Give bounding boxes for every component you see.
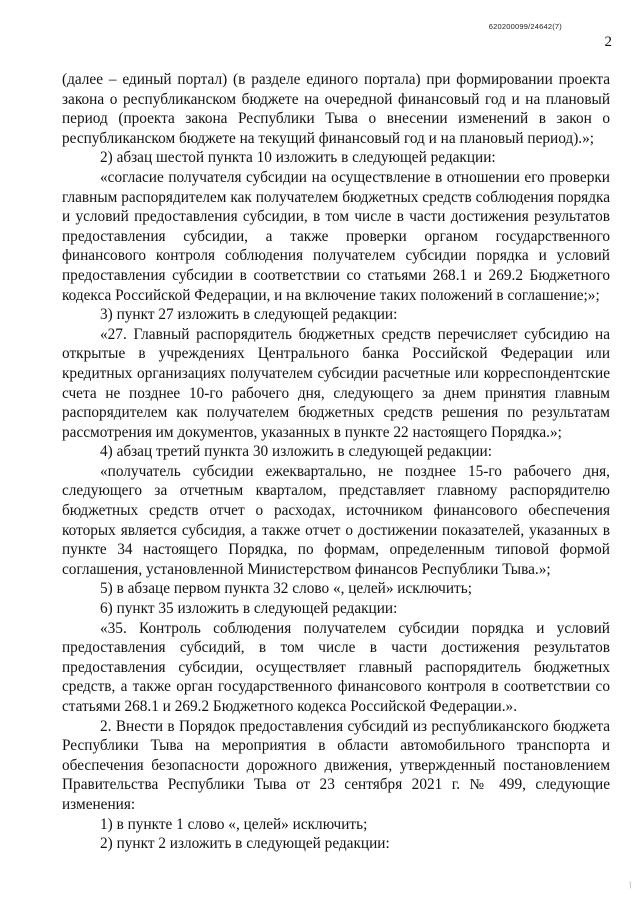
document-code: 620200099/24642(7) — [488, 22, 562, 31]
paragraph: 3) пункт 27 изложить в следующей редакции: — [100, 306, 398, 324]
paragraph: 1) в пункте 1 слово «, целей» исключить; — [100, 815, 368, 833]
paragraph: 2) пункт 2 изложить в следующей редакции: — [100, 835, 390, 853]
page-number: 2 — [604, 34, 612, 50]
paragraph: «получатель субсидии ежеквартально, не позднее 15-го рабочего дня, следующего за отчетным кварталом, представляет главному распорядителю бюджетных средств отчет о расходах, источником финансового обеспечения которых является субсидия, а также отчет о достижении показателей, указанных в пункте 34 настоящего Порядка, по формам, определенным типовой формой соглашения, установленной Министерством финансов Республики Тыва.»; — [62, 462, 610, 578]
paragraph: 2) абзац шестой пункта 10 изложить в следующей редакции: — [100, 149, 496, 167]
paragraph: «27. Главный распорядитель бюджетных средств перечисляет субсидию на открытые в учреждениях Центрального банка Российской Федерации или кредитных организациях получателем субсидии расчетные или корреспондентские счета не позднее 10-го рабочего дня, следующего за днем принятия главным распорядителем как получателем бюджетных средств решения по результатам рассмотрения им документов, указанных в пункте 22 настоящего Порядка.»; — [62, 325, 610, 441]
scan-mark: / — [627, 879, 634, 892]
paragraph: 2. Внести в Порядок предоставления субсидий из республиканского бюджета Республики Тыва на мероприятия в области автомобильного транспорта и обеспечения безопасности дорожного движения, утвержденный постановлением Правительства Республики Тыва от 23 сентября 2021 г. № 499, следующие изменения: — [62, 717, 610, 813]
paragraph: «согласие получателя субсидии на осуществление в отношении его проверки главным распорядителем как получателем бюджетных средств соблюдения порядка и условий предоставления субсидии, в том числе в части достижения результатов предоставления субсидии, а также проверки органом государственного финансового контроля соблюдения получателем субсидии порядка и условий предоставления субсидии в соответствии со статьями 268.1 и 269.2 Бюджетного кодекса Российской Федерации, и на включение таких положений в соглашение;»; — [62, 168, 610, 304]
paragraph: «35. Контроль соблюдения получателем субсидии порядка и условий предоставления субсидий, в том числе в части достижения результатов предоставления субсидии, осуществляет главный распорядитель бюджетных средств, а также орган государственного финансового контроля в соответствии со статьями 268.1 и 269.2 Бюджетного кодекса Российской Федерации.». — [62, 619, 610, 715]
paragraph: 4) абзац третий пункта 30 изложить в следующей редакции: — [100, 443, 492, 461]
paragraph: 6) пункт 35 изложить в следующей редакции: — [100, 600, 398, 618]
paragraph: 5) в абзаце первом пункта 32 слово «, целей» исключить; — [100, 580, 472, 598]
paragraph: (далее – единый портал) (в разделе единого портала) при формировании проекта закона о республиканском бюджете на очередной финансовый год и на плановый период (проекта закона Республики Тыва о внесении изменений в закон о республиканском бюджете на текущий финансовый год и на плановый период).»; — [62, 71, 610, 147]
document-body — [62, 70, 610, 854]
